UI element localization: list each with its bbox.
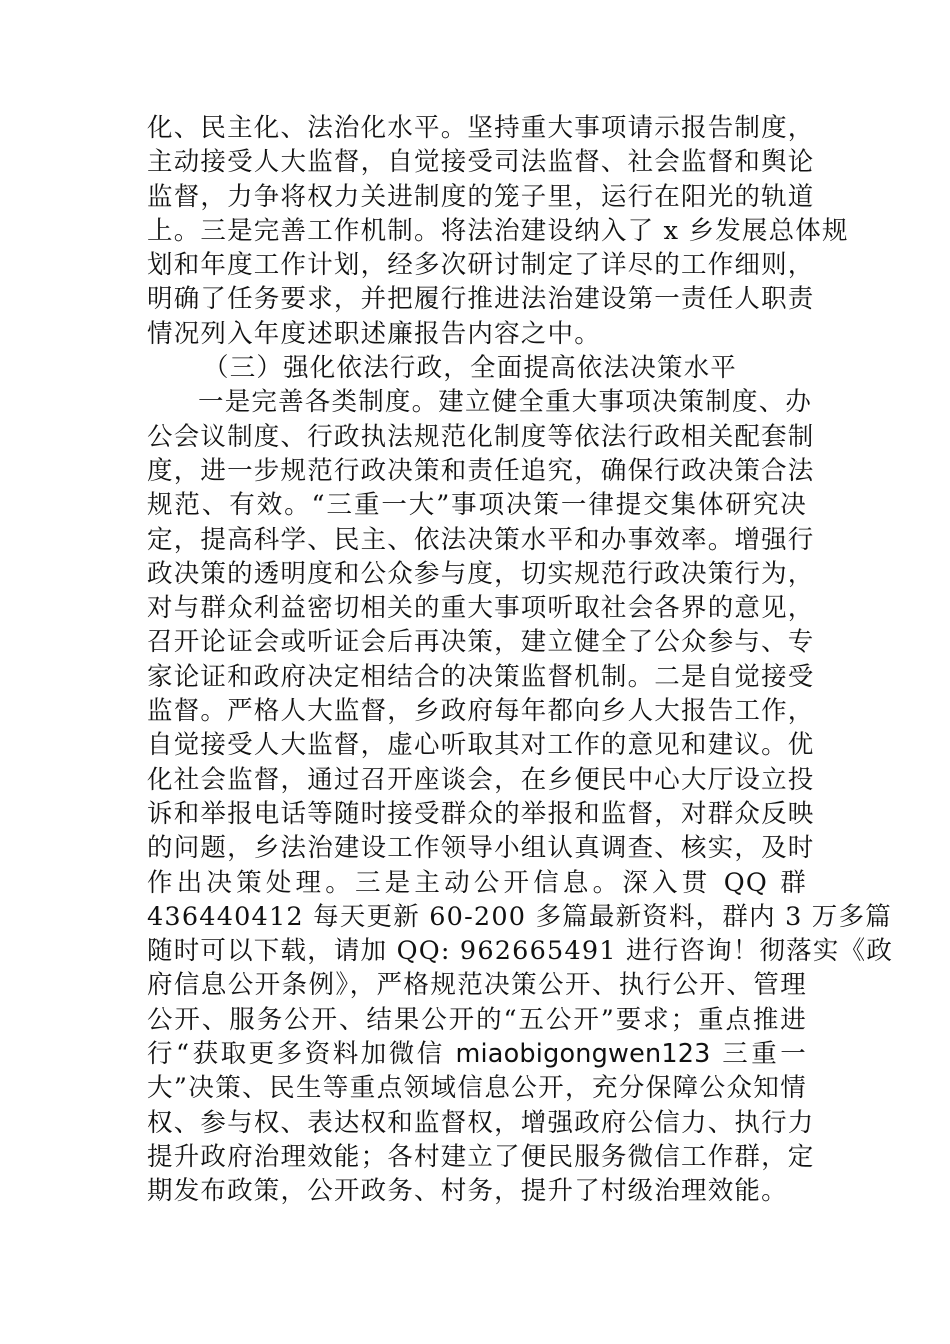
text-line: 召开论证会或听证会后再决策，建立健全了公众参与、专 [147,627,815,658]
text-line: 诉和举报电话等随时接受群众的举报和监督，对群众反映 [147,798,815,829]
text-line: 作出决策处理。三是主动公开信息。深入贯 QQ 群 [147,867,807,898]
text-line: 权、参与权、表达权和监督权，增强政府公信力、执行力 [147,1107,815,1138]
text-line: 监督，力争将权力关进制度的笼子里，运行在阳光的轨道 [147,181,815,212]
ad-text: 获取更多资料加微信 miaobigongwen123 [190,1039,711,1070]
text-line: 度，进一步规范行政决策和责任追究，确保行政决策合法 [147,455,815,486]
text-line: 自觉接受人大监督，虚心听取其对工作的意见和建议。优 [147,730,815,761]
text-line: 对与群众利益密切相关的重大事项听取社会各界的意见， [147,593,815,624]
paragraph-1 [147,111,849,351]
section-heading: （三）强化依法行政，全面提高依法决策水平 [203,353,738,384]
text-line: 化社会监督，通过召开座谈会，在乡便民中心大厅设立投 [147,764,815,795]
text-line: 规范、有效。“三重一大”事项决策一律提交集体研究决 [147,490,807,521]
text-line: 划和年度工作计划，经多次研讨制定了详尽的工作细则， [147,250,815,281]
text-line: 期发布政策，公开政务、村务，提升了村级治理效能。 [147,1176,788,1207]
ad-line-prefix: 行“ [147,1039,191,1070]
ad-text-line [147,1037,807,1071]
text-line: 政决策的透明度和公众参与度，切实规范行政决策行为， [147,558,815,589]
text-line: 主动接受人大监督，自觉接受司法监督、社会监督和舆论 [147,147,815,178]
text-line: 随时可以下载，请加 QQ: 962665491 进行咨询！彻落实《政 [147,936,894,967]
text-line: 提升政府治理效能；各村建立了便民服务微信工作群，定 [147,1141,815,1172]
document-body [147,111,894,1209]
paragraph-2 [147,385,894,1208]
text-line: 家论证和政府决定相结合的决策监督机制。二是自觉接受 [147,661,815,692]
text-line: 化、民主化、法治化水平。坚持重大事项请示报告制度， [147,113,815,143]
text-line: 明确了任务要求，并把履行推进法治建设第一责任人职责 [147,284,815,315]
text-line: 一是完善各类制度。建立健全重大事项决策制度、办 [198,387,813,418]
text-line: 府信息公开条例》，严格规范决策公开、执行公开、管理 [147,970,807,1001]
text-line: 436440412 每天更新 60-200 多篇最新资料，群内 3 万多篇 [147,901,892,932]
text-line: 公开、服务公开、结果公开的“五公开”要求；重点推进 [147,1004,807,1035]
text-line: 大”决策、民生等重点领域信息公开，充分保障公众知情 [147,1073,807,1104]
text-line: 定，提高科学、民主、依法决策水平和办事效率。增强行 [147,524,815,555]
text-line: 监督。严格人大监督，乡政府每年都向乡人大报告工作， [147,696,815,727]
text-line: 上。三是完善工作机制。将法治建设纳入了 x 乡发展总体规 [147,215,849,246]
text-line: 公会议制度、行政执法规范化制度等依法行政相关配套制 [147,421,815,452]
ad-line-suffix: 三重一 [722,1039,808,1070]
text-line: 情况列入年度述职述廉报告内容之中。 [147,318,601,349]
text-line: 的问题，乡法治建设工作领导小组认真调查、核实，及时 [147,833,815,864]
